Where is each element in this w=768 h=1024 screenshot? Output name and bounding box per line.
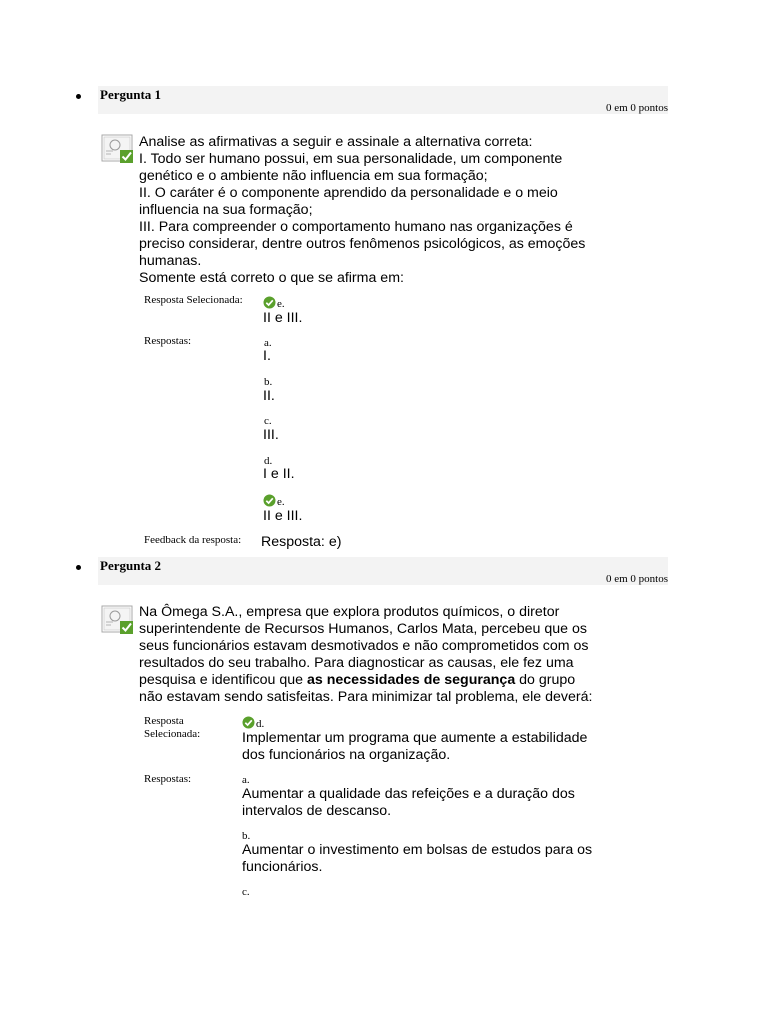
question-1-text	[139, 134, 609, 287]
correct-check-icon	[263, 296, 276, 309]
question-text-span: do grupo	[515, 672, 576, 688]
answer-option-b: II.	[263, 388, 275, 404]
answer-text-line: funcionários.	[242, 859, 323, 875]
answer-letter: b.	[242, 830, 251, 842]
question-text-line: humanas.	[139, 253, 202, 269]
answer-option-e: II e III.	[263, 508, 303, 524]
question-text-line	[139, 672, 639, 689]
selected-answer-letter	[242, 716, 264, 730]
answer-text-line: intervalos de descanso.	[242, 803, 392, 819]
question-text-line: resultados do seu trabalho. Para diagnosticar as causas, ele fez uma	[139, 655, 574, 671]
answers-label: Respostas:	[144, 773, 192, 785]
selected-answer-label: Resposta Selecionada:	[144, 294, 243, 306]
question-text-line: I. Todo ser humano possui, em sua personalidade, um componente	[139, 151, 563, 167]
question-text-line: preciso considerar, dentre outros fenômenos psicológicos, as emoções	[139, 236, 586, 252]
list-bullet	[76, 565, 81, 570]
answer-letter: c.	[242, 886, 250, 898]
answer-option-a	[242, 786, 575, 820]
question-1-header	[98, 86, 668, 114]
question-text-line: Na Ômega S.A., empresa que explora produtos químicos, o diretor	[139, 604, 560, 620]
answer-text-line: Aumentar a qualidade das refeições e a duração dos	[242, 786, 575, 802]
question-1-title: Pergunta 1	[100, 87, 162, 102]
list-bullet	[76, 94, 81, 99]
selected-answer-text	[242, 730, 587, 764]
answer-letter: a.	[264, 337, 272, 349]
answer-text-line: Implementar um programa que aumente a estabilidade	[242, 730, 588, 746]
question-text-line: seus funcionários estavam desmotivados e não comprometidos com os	[139, 638, 589, 654]
correct-check-icon	[242, 716, 255, 729]
answer-letter: a.	[242, 774, 250, 786]
graded-question-icon	[101, 134, 135, 164]
answer-option-a: I.	[263, 348, 271, 364]
question-1-points: 0 em 0 pontos	[605, 102, 668, 114]
question-text-line: Somente está correto o que se afirma em:	[139, 270, 404, 286]
question-2-text	[139, 604, 639, 706]
answer-letter: b.	[264, 376, 273, 388]
answer-letter: e.	[277, 298, 285, 310]
question-2-points: 0 em 0 pontos	[605, 573, 668, 585]
question-text-line: influencia na sua formação;	[139, 202, 313, 218]
feedback-text: Resposta: e)	[261, 534, 342, 550]
feedback-label: Feedback da resposta:	[144, 534, 242, 546]
question-2-header	[98, 557, 668, 585]
question-text-line: II. O caráter é o componente aprendido da personalidade e o meio	[139, 185, 558, 201]
selected-answer-label	[144, 715, 200, 741]
question-text-line: III. Para compreender o comportamento humano nas organizações é	[139, 219, 573, 235]
answer-letter: e.	[277, 496, 285, 508]
answer-letter: d.	[264, 455, 273, 467]
answer-option-b	[242, 842, 592, 876]
answers-label: Respostas:	[144, 335, 192, 347]
selected-answer-text: II e III.	[263, 310, 303, 326]
answer-letter: d.	[256, 718, 265, 730]
label-line: Resposta	[144, 715, 184, 727]
question-text-line: superintendente de Recursos Humanos, Carlos Mata, percebeu que os	[139, 621, 587, 637]
question-2-title: Pergunta 2	[100, 558, 162, 573]
question-text-line: genético e o ambiente não influencia em sua formação;	[139, 168, 488, 184]
answer-text-line: Aumentar o investimento em bolsas de estudos para os	[242, 842, 593, 858]
graded-question-icon	[101, 605, 135, 635]
correct-check-icon	[263, 494, 276, 507]
answer-option-c: III.	[263, 427, 279, 443]
answer-option-d: I e II.	[263, 466, 295, 482]
question-text-span: pesquisa e identificou que	[139, 672, 308, 688]
question-text-line: Analise as afirmativas a seguir e assinale a alternativa correta:	[139, 134, 533, 150]
answer-letter: c.	[264, 415, 272, 427]
answer-letter-correct	[263, 494, 285, 508]
label-line: Selecionada:	[144, 728, 201, 740]
selected-answer-letter	[263, 296, 285, 310]
answer-text-line: dos funcionários na organização.	[242, 747, 451, 763]
question-text-line: não estavam sendo satisfeitas. Para minimizar tal problema, ele deverá:	[139, 689, 593, 705]
question-text-bold: as necessidades de segurança	[307, 672, 516, 688]
